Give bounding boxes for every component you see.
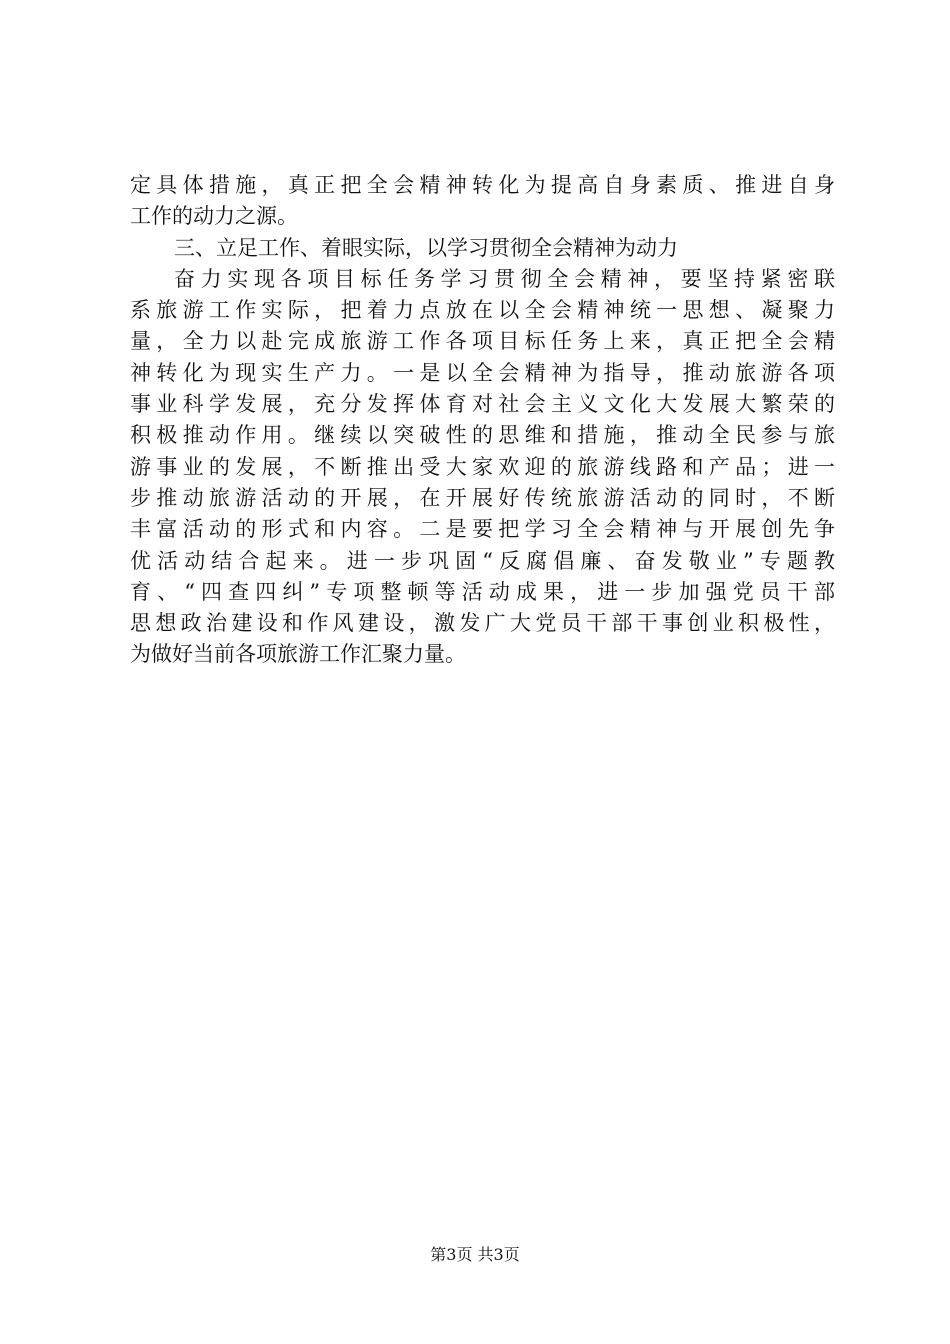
text-line: 优活动结合起来。进一步巩固“反腐倡廉、奋发敬业”专题教 bbox=[130, 548, 835, 573]
text-line: 神转化为现实生产力。一是以全会精神为指导，推动旅游各项 bbox=[130, 360, 835, 385]
text-line: 奋力实现各项目标任务学习贯彻全会精神，要坚持紧密联 bbox=[174, 266, 835, 291]
text-line: 工作的动力之源。 bbox=[130, 204, 298, 229]
text-line: 育、“四查四纠”专项整顿等活动成果，进一步加强党员干部 bbox=[130, 579, 835, 604]
text-line: 为做好当前各项旅游工作汇聚力量。 bbox=[130, 642, 466, 667]
text-line: 事业科学发展，充分发挥体育对社会主义文化大发展大繁荣的 bbox=[130, 392, 835, 417]
text-line: 积极推动作用。继续以突破性的思维和措施，推动全民参与旅 bbox=[130, 423, 835, 448]
text-line: 定具体措施，真正把全会精神转化为提高自身素质、推进自身 bbox=[130, 173, 835, 197]
page-number-footer: 第3页 共3页 bbox=[430, 1245, 520, 1264]
body-text bbox=[130, 170, 835, 671]
text-line: 系旅游工作实际，把着力点放在以全会精神统一思想、凝聚力 bbox=[130, 298, 835, 323]
section-heading: 三、立足工作、着眼实际，以学习贯彻全会精神为动力 bbox=[174, 235, 678, 260]
text-line: 量，全力以赴完成旅游工作各项目标任务上来，真正把全会精 bbox=[130, 329, 835, 354]
text-line: 游事业的发展，不断推出受大家欢迎的旅游线路和产品；进一 bbox=[130, 454, 835, 479]
text-line: 思想政治建设和作风建设，激发广大党员干部干事创业积极性， bbox=[130, 611, 835, 636]
text-line: 丰富活动的形式和内容。二是要把学习全会精神与开展创先争 bbox=[130, 517, 835, 542]
text-line: 步推动旅游活动的开展，在开展好传统旅游活动的同时，不断 bbox=[130, 485, 835, 510]
